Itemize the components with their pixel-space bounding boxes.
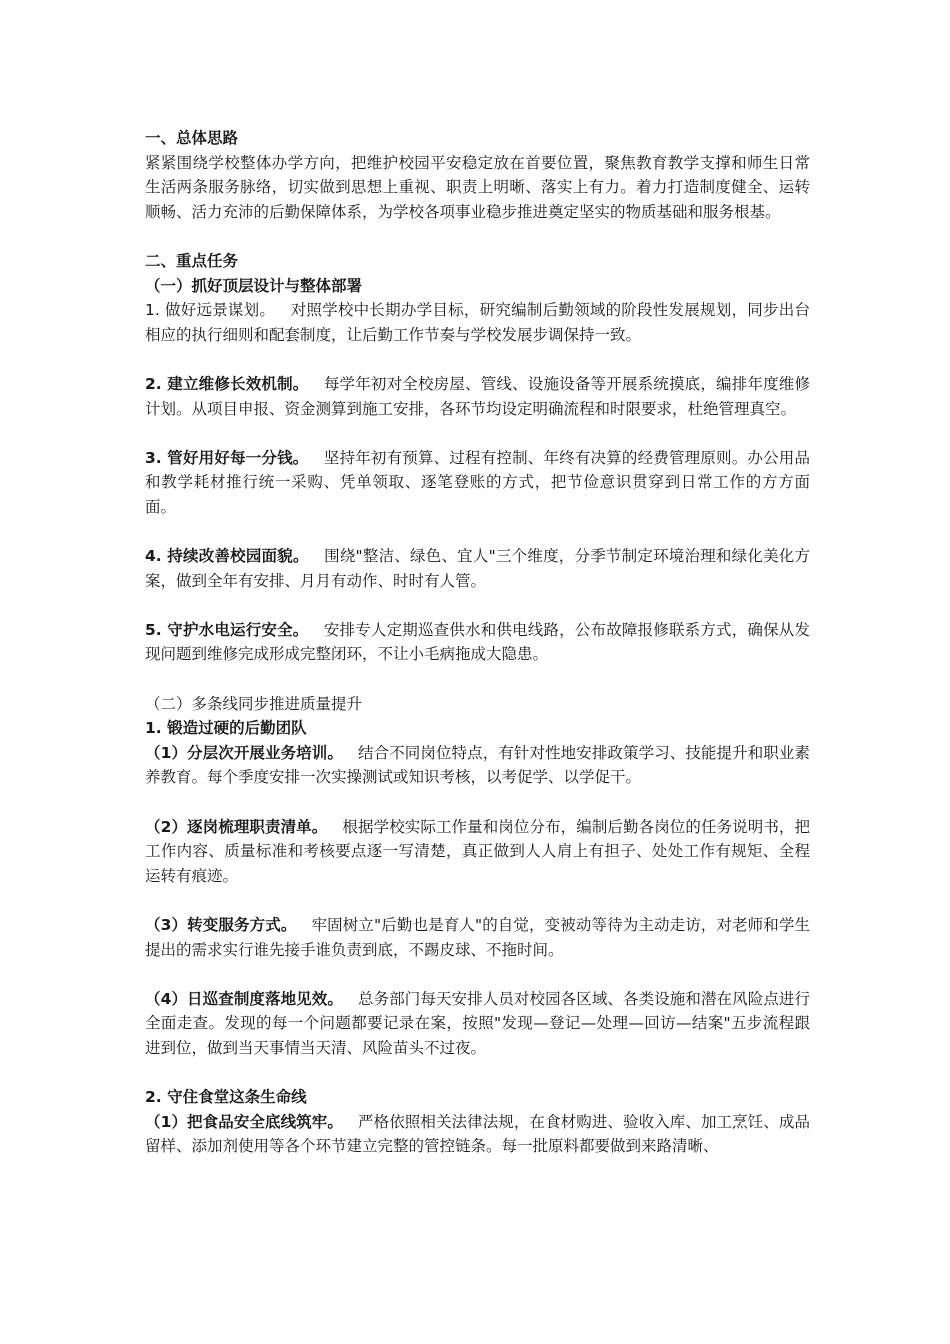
task-item-title: （1）分层次开展业务培训。 bbox=[145, 743, 343, 762]
group-title-team: 1. 锻造过硬的后勤团队 bbox=[145, 719, 307, 738]
spacer bbox=[145, 520, 810, 545]
task-item-body: 根据学校实际工作量和岗位分布，编制后勤各岗位的任务说明书，把工作内容、质量标准和考核要点逐一写清楚，真正做到人人肩上有担子、处处工作有规矩、全程运转有痕迹。 bbox=[145, 817, 810, 885]
task-item bbox=[145, 372, 810, 421]
spacer bbox=[145, 888, 810, 913]
task-item-title: （2）逐岗梳理职责清单。 bbox=[145, 817, 328, 836]
spacer bbox=[145, 1061, 810, 1086]
task-item-body: 坚持年初有预算、过程有控制、年终有决算的经费管理原则。办公用品和教学耗材推行统一采购、凭单领取、逐笔登账的方式，把节俭意识贯穿到日常工作的方方面面。 bbox=[145, 448, 810, 516]
section-body-overall: 紧紧围绕学校整体办学方向，把维护校园平安稳定放在首要位置，聚焦教育教学支撑和师生日常生活两条服务脉络，切实做到思想上重视、职责上明晰、落实上有力。着力打造制度健全、运转顺畅、活力充沛的后勤保障体系，为学校各项事业稳步推进奠定坚实的物质基础和服务根基。 bbox=[145, 153, 810, 221]
task-item-title: 1. 做好远景谋划。 bbox=[145, 301, 276, 320]
task-item bbox=[145, 298, 810, 347]
spacer bbox=[145, 962, 810, 987]
task-item bbox=[145, 913, 810, 962]
task-item-body: 结合不同岗位特点，有针对性地安排政策学习、技能提升和职业素养教育。每个季度安排一次实操测试或知识考核，以考促学、以学促干。 bbox=[145, 743, 811, 787]
task-item-body: 围绕"整洁、绿色、宜人"三个维度，分季节制定环境治理和绿化美化方案，做到全年有安排、月月有动作、时时有人管。 bbox=[145, 547, 810, 590]
task-item-title: 3. 管好用好每一分钱。 bbox=[145, 448, 309, 467]
task-item-title: （1）把食品安全底线筑牢。 bbox=[145, 1112, 343, 1131]
task-item bbox=[145, 741, 810, 790]
task-item-body: 总务部门每天安排人员对校园各区域、各类设施和潜在风险点进行全面走查。发现的每一个问题都要记录在案，按照"发现—登记—处理—回访—结案"五步流程跟进到位，做到当天事情当天清、风险苗头不过夜。 bbox=[145, 989, 811, 1057]
section-heading-tasks: 二、重点任务 bbox=[145, 251, 239, 270]
task-item-title: （3）转变服务方式。 bbox=[145, 916, 297, 934]
task-item-body: 严格依照相关法律法规，在食材购进、验收入库、加工烹饪、成品留样、添加剂使用等各个环节建立完整的管控链条。每一批原料都要做到来路清晰、 bbox=[145, 1112, 811, 1156]
task-item-title: 2. 建立维修长效机制。 bbox=[145, 374, 309, 393]
task-item bbox=[145, 1110, 810, 1159]
group-title-canteen: 2. 守住食堂这条生命线 bbox=[145, 1088, 307, 1107]
task-item-body: 牢固树立"后勤也是育人"的自觉，变被动等待为主动走访，对老师和学生提出的需求实行谁先接手谁负责到底，不踢皮球、不拖时间。 bbox=[145, 916, 810, 959]
part-title-top-design: （一）抓好顶层设计与整体部署 bbox=[145, 276, 363, 295]
spacer bbox=[145, 790, 810, 815]
task-item-body: 对照学校中长期办学目标，研究编制后勤领域的阶段性发展规划，同步出台相应的执行细则和配套制度，让后勤工作节奏与学校发展步调保持一致。 bbox=[145, 301, 810, 344]
task-item bbox=[145, 987, 810, 1061]
task-item-title: （4）日巡查制度落地见效。 bbox=[145, 989, 343, 1008]
task-item bbox=[145, 815, 810, 889]
task-item-body: 安排专人定期巡查供水和供电线路，公布故障报修联系方式，确保从发现问题到维修完成形成完整闭环，不让小毛病拖成大隐患。 bbox=[145, 620, 810, 664]
task-item bbox=[145, 544, 810, 593]
task-item-title: 5. 守护水电运行安全。 bbox=[145, 620, 309, 639]
spacer bbox=[145, 224, 810, 249]
section-heading-overall: 一、总体思路 bbox=[145, 129, 239, 147]
task-item bbox=[145, 446, 810, 520]
spacer bbox=[145, 667, 810, 692]
spacer bbox=[145, 593, 810, 618]
task-item-body: 每学年初对全校房屋、管线、设施设备等开展系统摸底，编排年度维修计划。从项目申报、资金测算到施工安排，各环节均设定明确流程和时限要求，杜绝管理真空。 bbox=[145, 374, 810, 418]
document-page bbox=[145, 126, 810, 1159]
part-title-quality: （二）多条线同步推进质量提升 bbox=[145, 694, 363, 713]
spacer bbox=[145, 421, 810, 446]
task-item-title: 4. 持续改善校园面貌。 bbox=[145, 547, 309, 566]
task-item bbox=[145, 618, 810, 667]
spacer bbox=[145, 347, 810, 372]
